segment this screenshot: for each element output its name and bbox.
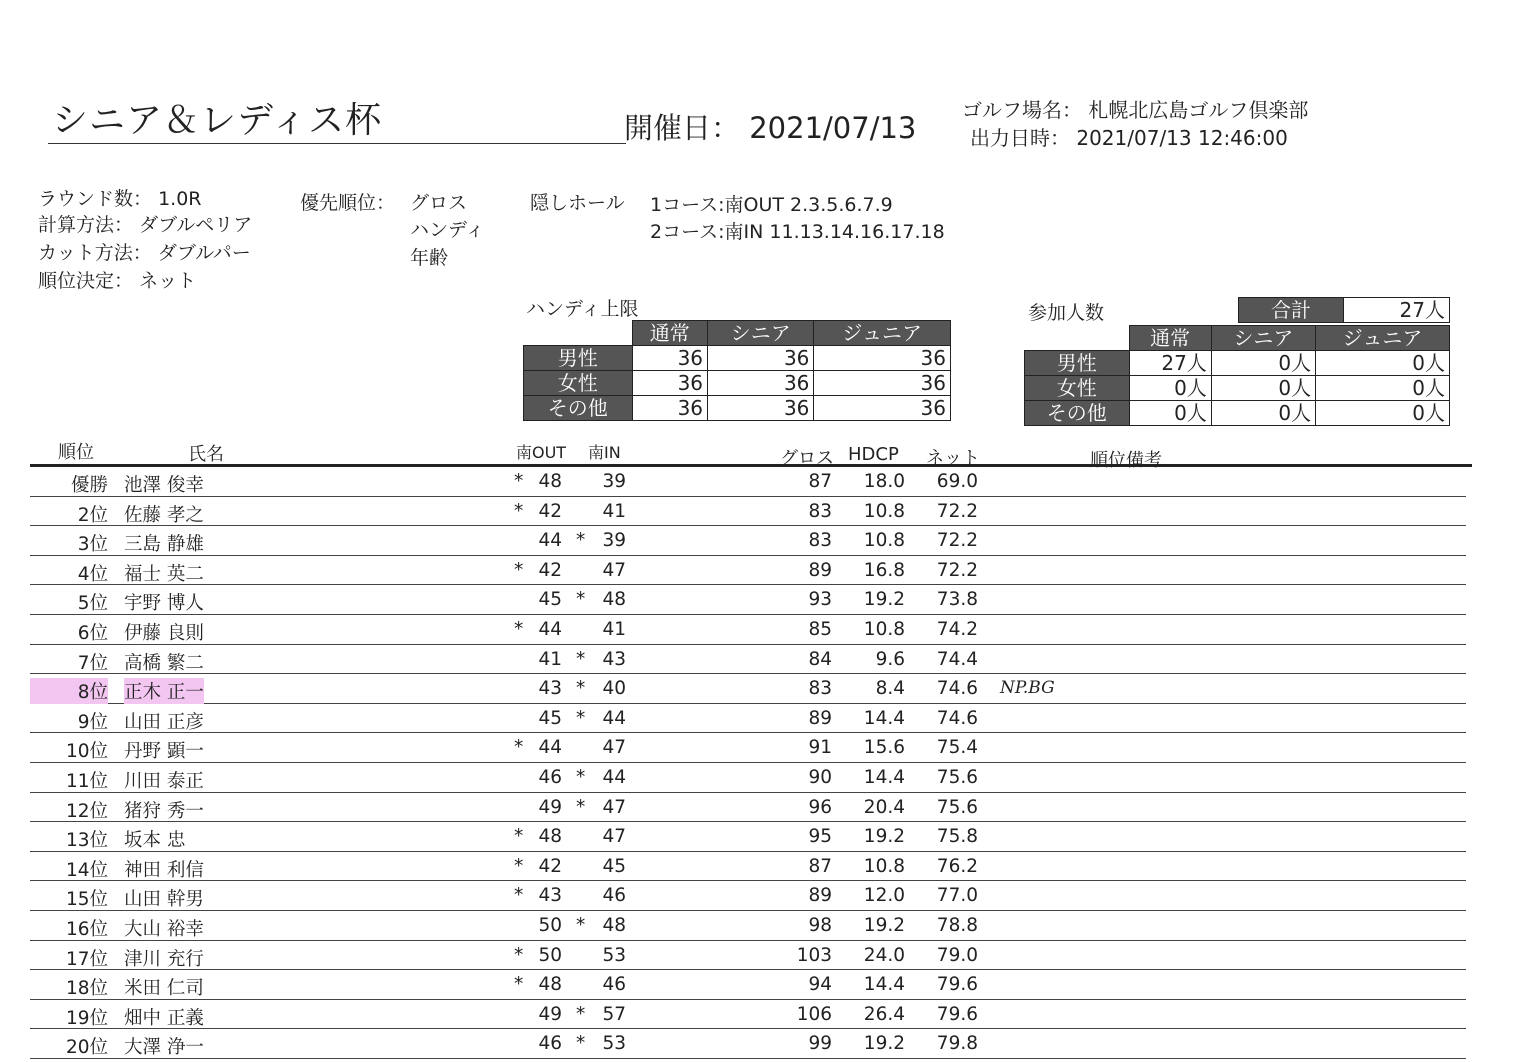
rank-label: 順位決定： (38, 270, 134, 292)
out-score-cell: 42 (538, 855, 562, 877)
cell: 36 (708, 396, 814, 421)
cell: 0人 (1316, 351, 1450, 376)
hidden-mark-out: * (514, 737, 524, 759)
hidden-mark-out: * (514, 855, 524, 877)
hidden-mark-in: * (576, 767, 586, 788)
hidden-mark-in: * (576, 915, 586, 936)
gross-cell: 87 (808, 471, 832, 492)
name-cell: 坂本 忠 (124, 830, 186, 852)
hidden-holes-label: 隠しホール (530, 192, 625, 214)
in-score-cell: 45 (602, 855, 626, 877)
title-underline (48, 143, 626, 144)
page-title: シニア＆レディス杯 (52, 100, 383, 141)
out-score-cell: 45 (538, 589, 562, 611)
in-score-cell: 57 (602, 1003, 626, 1025)
rank-cell: 16位 (65, 919, 108, 940)
total-value: 27人 (1344, 298, 1450, 323)
net-cell: 77.0 (936, 885, 978, 907)
priority-3: 年齢 (410, 247, 449, 269)
cell: 36 (708, 346, 814, 371)
note-cell: NP.BG (1000, 678, 1055, 699)
hidden-mark-out: * (514, 471, 524, 492)
hdcp-cell: 19.2 (863, 589, 905, 611)
gross-cell: 96 (808, 796, 832, 818)
net-cell: 72.2 (936, 500, 978, 522)
name-cell: 佐藤 孝之 (124, 504, 204, 526)
hdcp-cell: 12.0 (863, 885, 905, 907)
name-cell: 丹野 顕一 (124, 741, 204, 763)
output-info (970, 122, 1288, 151)
table-row (30, 1028, 1466, 1059)
table-row (30, 969, 1466, 1000)
cell: 0人 (1129, 376, 1211, 401)
out-score-cell: 50 (538, 944, 562, 966)
cell: 36 (632, 371, 708, 396)
in-score-cell: 44 (602, 707, 626, 729)
priority-1: グロス (410, 192, 468, 214)
cell: 0人 (1211, 351, 1315, 376)
name-cell: 伊藤 良則 (124, 623, 204, 644)
gross-cell: 98 (808, 915, 832, 936)
col-normal: 通常 (1129, 326, 1211, 351)
date-value: 2021/07/13 (749, 111, 917, 145)
rank-cell: 9位 (77, 711, 108, 733)
hdcp-cell: 10.8 (863, 855, 905, 877)
row-female: 女性 (1025, 376, 1130, 401)
out-score-cell: 45 (538, 707, 562, 729)
net-cell: 74.6 (936, 678, 978, 700)
cut-value: ダブルパー (157, 242, 251, 264)
table-row (30, 673, 1466, 704)
out-score-cell: 44 (538, 619, 562, 640)
hdcp-cell: 19.2 (863, 1033, 905, 1055)
participants-total-table (1238, 297, 1450, 323)
rank-cell: 6位 (77, 623, 108, 644)
hdcp-cell: 10.8 (863, 500, 905, 522)
hdcp-cell: 8.4 (875, 678, 905, 700)
in-score-cell: 46 (602, 974, 626, 996)
header-hdcp: HDCP (848, 444, 899, 465)
hidden-mark-in: * (576, 707, 586, 729)
name-cell: 山田 正彦 (124, 711, 204, 733)
in-score-cell: 48 (602, 915, 626, 936)
empty-corner (524, 321, 633, 346)
header-name: 氏名 (188, 444, 224, 465)
table-row (30, 880, 1466, 911)
hidden-holes-course-1: 1コース:南OUT 2.3.5.6.7.9 (650, 194, 893, 216)
rank-cell: 17位 (65, 948, 108, 970)
out-score-cell: 46 (538, 1033, 562, 1055)
table-row (30, 821, 1466, 852)
name-cell: 宇野 博人 (124, 593, 204, 615)
in-score-cell: 39 (602, 471, 626, 492)
header-rank: 順位 (58, 442, 94, 463)
course-label: ゴルフ場名： (962, 98, 1082, 122)
gross-cell: 90 (808, 767, 832, 788)
gross-cell: 91 (808, 737, 832, 759)
net-cell: 75.6 (936, 767, 978, 788)
cut-setting (38, 238, 251, 265)
gross-cell: 89 (808, 559, 832, 581)
hidden-mark-in: * (576, 678, 586, 700)
hidden-mark-out: * (514, 500, 524, 522)
net-cell: 74.4 (936, 648, 978, 670)
name-cell: 猪狩 秀一 (124, 800, 204, 822)
row-other: その他 (1025, 401, 1130, 426)
gross-cell: 106 (796, 1003, 832, 1025)
calc-label: 計算方法： (38, 214, 134, 236)
hidden-mark-in: * (576, 1033, 586, 1055)
output-value: 2021/07/13 12:46:00 (1076, 126, 1288, 150)
event-date (624, 106, 916, 147)
cell: 0人 (1316, 376, 1450, 401)
net-cell: 75.4 (936, 737, 978, 759)
name-cell: 山田 幹男 (124, 889, 204, 911)
net-cell: 72.2 (936, 559, 978, 581)
net-cell: 73.8 (936, 589, 978, 611)
gross-cell: 93 (808, 589, 832, 611)
table-row (30, 732, 1466, 763)
net-cell: 74.2 (936, 619, 978, 640)
out-score-cell: 49 (538, 1003, 562, 1025)
hidden-mark-in: * (576, 648, 586, 670)
net-cell: 79.0 (936, 944, 978, 966)
gross-cell: 83 (808, 530, 832, 552)
name-cell: 高橋 繁二 (124, 652, 204, 674)
table-row (30, 792, 1466, 823)
hidden-mark-in: * (576, 796, 586, 818)
table-row (30, 584, 1466, 615)
hidden-holes-course-2: 2コース:南IN 11.13.14.16.17.18 (650, 221, 945, 243)
net-cell: 75.8 (936, 826, 978, 848)
round-value: 1.0R (158, 188, 202, 210)
row-female: 女性 (524, 371, 633, 396)
name-cell: 大澤 浄一 (124, 1037, 204, 1059)
hdcp-cell: 14.4 (863, 767, 905, 788)
in-score-cell: 48 (602, 589, 626, 611)
in-score-cell: 47 (602, 796, 626, 818)
out-score-cell: 43 (538, 885, 562, 907)
row-male: 男性 (524, 346, 633, 371)
rank-cell: 13位 (65, 830, 108, 852)
calc-setting (38, 210, 252, 237)
in-score-cell: 44 (602, 767, 626, 788)
table-row (30, 466, 1466, 497)
cell: 0人 (1129, 401, 1211, 426)
rank-cell: 11位 (65, 771, 108, 792)
in-score-cell: 40 (602, 678, 626, 700)
net-cell: 79.6 (936, 974, 978, 996)
participants-title: 参加人数 (1028, 302, 1105, 324)
name-cell: 畑中 正義 (124, 1007, 204, 1029)
rank-cell: 12位 (65, 800, 108, 822)
col-senior: シニア (708, 321, 814, 346)
hdcp-cell: 19.2 (863, 915, 905, 936)
col-junior: ジュニア (814, 321, 951, 346)
out-score-cell: 42 (538, 500, 562, 522)
name-cell: 神田 利信 (124, 859, 204, 881)
table-row (30, 555, 1466, 586)
col-senior: シニア (1211, 326, 1315, 351)
net-cell: 75.6 (936, 796, 978, 818)
cell: 27人 (1129, 351, 1211, 376)
rank-cell: 2位 (77, 504, 108, 526)
out-score-cell: 50 (538, 915, 562, 936)
hidden-mark-in: * (576, 589, 586, 611)
hidden-mark-out: * (514, 974, 524, 996)
cell: 36 (814, 371, 951, 396)
in-score-cell: 53 (602, 1033, 626, 1055)
name-cell: 正木 正一 (124, 678, 204, 704)
handicap-limit-title: ハンディ上限 (526, 298, 639, 320)
in-score-cell: 47 (602, 559, 626, 581)
col-normal: 通常 (632, 321, 708, 346)
hdcp-cell: 18.0 (863, 471, 905, 492)
table-row (30, 910, 1466, 941)
row-male: 男性 (1025, 351, 1130, 376)
hdcp-cell: 14.4 (863, 707, 905, 729)
in-score-cell: 46 (602, 885, 626, 907)
header-out: 南OUT (516, 443, 567, 462)
row-other: その他 (524, 396, 633, 421)
table-row (30, 762, 1466, 793)
rank-cell: 3位 (77, 534, 108, 556)
cell: 36 (632, 346, 708, 371)
gross-cell: 94 (808, 974, 832, 996)
net-cell: 72.2 (936, 530, 978, 552)
gross-cell: 84 (808, 648, 832, 670)
header-note: 順位備考 (1090, 450, 1162, 471)
rank-cell: 8位 (30, 678, 108, 704)
course-info (962, 94, 1308, 123)
gross-cell: 99 (808, 1033, 832, 1055)
out-score-cell: 48 (538, 471, 562, 492)
table-row (30, 525, 1466, 556)
in-score-cell: 47 (602, 826, 626, 848)
hdcp-cell: 19.2 (863, 826, 905, 848)
hdcp-cell: 10.8 (863, 530, 905, 552)
gross-cell: 83 (808, 500, 832, 522)
hdcp-cell: 15.6 (863, 737, 905, 759)
table-row (30, 999, 1466, 1030)
hidden-mark-out: * (514, 885, 524, 907)
table-row (30, 851, 1466, 882)
header-in: 南IN (588, 443, 621, 462)
header-gross: グロス (780, 448, 834, 469)
cell: 36 (814, 346, 951, 371)
table-row (30, 703, 1466, 734)
hdcp-cell: 16.8 (863, 559, 905, 581)
cell: 36 (708, 371, 814, 396)
gross-cell: 83 (808, 678, 832, 700)
rank-cell: 優勝 (70, 475, 108, 496)
hdcp-cell: 26.4 (863, 1003, 905, 1025)
rank-setting (38, 266, 196, 293)
rank-cell: 4位 (77, 563, 108, 585)
hidden-mark-out: * (514, 826, 524, 848)
gross-cell: 95 (808, 826, 832, 848)
table-row (30, 644, 1466, 675)
table-row (30, 940, 1466, 971)
net-cell: 69.0 (936, 471, 978, 492)
name-cell: 福士 英二 (124, 563, 204, 585)
cell: 36 (632, 396, 708, 421)
hidden-mark-in: * (576, 1003, 586, 1025)
output-label: 出力日時： (970, 126, 1070, 150)
out-score-cell: 41 (538, 648, 562, 670)
out-score-cell: 46 (538, 767, 562, 788)
rank-cell: 18位 (65, 978, 108, 1000)
name-cell: 米田 仁司 (124, 978, 204, 1000)
net-cell: 79.6 (936, 1003, 978, 1025)
net-cell: 78.8 (936, 915, 978, 936)
name-cell: 三島 静雄 (124, 534, 204, 556)
name-cell: 津川 充行 (124, 948, 204, 970)
round-setting (38, 184, 201, 211)
hdcp-cell: 14.4 (863, 974, 905, 996)
in-score-cell: 39 (602, 530, 626, 552)
rank-value: ネット (139, 270, 197, 292)
out-score-cell: 48 (538, 974, 562, 996)
priority-2: ハンディ (410, 219, 485, 241)
rank-cell: 20位 (65, 1037, 108, 1059)
in-score-cell: 53 (602, 944, 626, 966)
rank-cell: 5位 (77, 593, 108, 615)
rank-cell: 10位 (65, 741, 108, 763)
total-label: 合計 (1239, 298, 1344, 323)
out-score-cell: 42 (538, 559, 562, 581)
round-label: ラウンド数： (38, 188, 153, 210)
hdcp-cell: 10.8 (863, 619, 905, 640)
hdcp-cell: 20.4 (863, 796, 905, 818)
net-cell: 74.6 (936, 707, 978, 729)
out-score-cell: 48 (538, 826, 562, 848)
header-net: ネット (926, 448, 980, 469)
rank-cell: 14位 (65, 859, 108, 881)
rank-cell: 19位 (65, 1007, 108, 1029)
gross-cell: 87 (808, 855, 832, 877)
empty-corner (1025, 326, 1130, 351)
hidden-mark-out: * (514, 559, 524, 581)
cell: 0人 (1211, 376, 1315, 401)
net-cell: 79.8 (936, 1033, 978, 1055)
out-score-cell: 49 (538, 796, 562, 818)
gross-cell: 85 (808, 619, 832, 640)
in-score-cell: 41 (602, 619, 626, 640)
cell: 36 (814, 396, 951, 421)
net-cell: 76.2 (936, 855, 978, 877)
in-score-cell: 43 (602, 648, 626, 670)
hidden-mark-out: * (514, 619, 524, 640)
out-score-cell: 44 (538, 530, 562, 552)
date-label: 開催日： (624, 111, 741, 145)
hidden-mark-in: * (576, 530, 586, 552)
out-score-cell: 44 (538, 737, 562, 759)
name-cell: 池澤 俊幸 (124, 475, 204, 496)
gross-cell: 89 (808, 885, 832, 907)
hidden-mark-out: * (514, 944, 524, 966)
cut-label: カット方法： (38, 242, 152, 264)
handicap-limit-table (523, 320, 951, 421)
gross-cell: 89 (808, 707, 832, 729)
gross-cell: 103 (796, 944, 832, 966)
hdcp-cell: 9.6 (875, 648, 905, 670)
priority-label: 優先順位： (300, 192, 396, 214)
rank-cell: 7位 (77, 652, 108, 674)
table-row (30, 614, 1466, 645)
in-score-cell: 41 (602, 500, 626, 522)
table-row (30, 496, 1466, 527)
out-score-cell: 43 (538, 678, 562, 700)
cell: 0人 (1316, 401, 1450, 426)
calc-value: ダブルペリア (139, 214, 253, 236)
name-cell: 大山 裕幸 (124, 919, 204, 940)
rank-cell: 15位 (65, 889, 108, 911)
name-cell: 川田 泰正 (124, 771, 204, 792)
hdcp-cell: 24.0 (863, 944, 905, 966)
cell: 0人 (1211, 401, 1315, 426)
in-score-cell: 47 (602, 737, 626, 759)
col-junior: ジュニア (1316, 326, 1450, 351)
participants-table (1024, 325, 1450, 426)
results-header (30, 438, 1472, 471)
course-value: 札幌北広島ゴルフ倶楽部 (1088, 98, 1309, 122)
